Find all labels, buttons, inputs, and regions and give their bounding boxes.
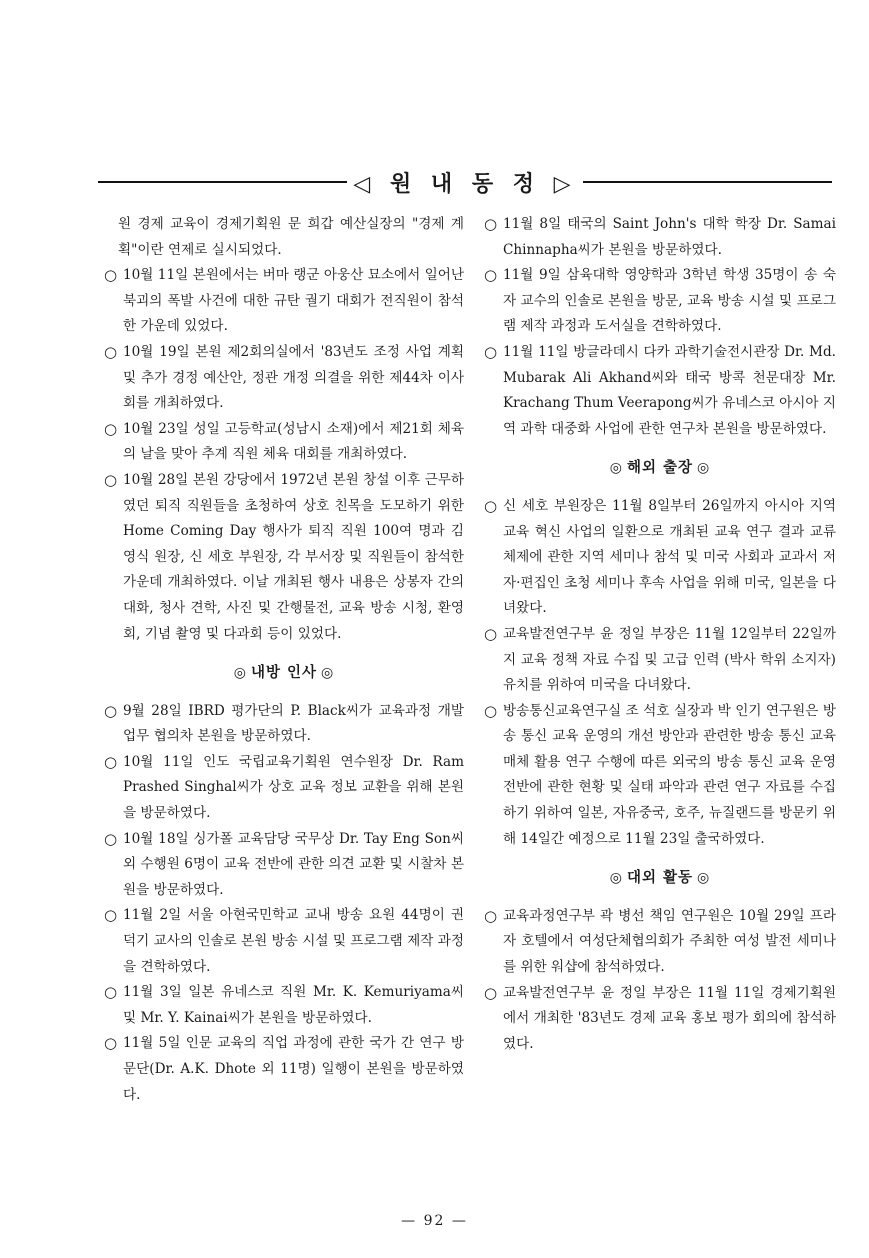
list-item-text: 11월 9일 삼육대학 영양학과 3학년 학생 35명이 송 숙자 교수의 인솔로 본원을 방문, 교육 방송 시설 및 프로그램 제작 과정과 도서실을 견학하였다. bbox=[503, 267, 836, 335]
list-item-text: 10월 28일 본원 강당에서 1972년 본원 창설 이후 근무하였던 퇴직 직원들을 초청하여 상호 친목을 도모하기 위한 Home Coming Day 행사가 퇴직 직원 100여 명과 김 영식 원장, 신 세호 부원장, 각 부서장 및 직원들이 참석한 가운데 개최하였다. 이날 개최된 행사 내용은 상봉자 간의 대화, 청사 견학, 사진 및 간행물전, 교육 방송 시청, 환영회, 기념 촬영 및 다과회 등이 있었다. bbox=[123, 471, 464, 642]
circle-bullet-icon: ○ bbox=[484, 906, 498, 925]
list-item bbox=[484, 340, 836, 442]
page-title-text: 원 내 동 정 bbox=[390, 170, 540, 197]
list-item bbox=[104, 980, 464, 1031]
header-rule-right bbox=[583, 181, 832, 183]
list-item-text: 10월 18일 싱가폴 교육담당 국무상 Dr. Tay Eng Son씨 외 수행원 6명이 교육 전반에 관한 의견 교환 및 시찰차 본원을 방문하였다. bbox=[123, 830, 464, 898]
left-list-2 bbox=[104, 699, 464, 1109]
list-item bbox=[484, 212, 836, 263]
circle-bullet-icon: ○ bbox=[104, 342, 118, 361]
right-triangle-icon: ▷ bbox=[553, 170, 577, 197]
list-item bbox=[104, 827, 464, 904]
list-item-text: 10월 11일 인도 국립교육기획원 연수원장 Dr. Ram Prashed Singhal씨가 상호 교육 정보 교환을 위해 본원을 방문하였다. bbox=[123, 753, 464, 822]
double-circle-icon: ◎ bbox=[697, 460, 711, 477]
header-rule-left bbox=[98, 181, 347, 183]
list-item-text: 교육발전연구부 윤 정일 부장은 11월 12일부터 22일까지 교육 정책 자료 수집 및 고급 인력 (박사 학위 소지자) 유치를 위하여 미국을 다녀왔다. bbox=[503, 625, 836, 694]
section-heading-external-activities: ◎ 대외 활동 ◎ bbox=[609, 870, 711, 887]
circle-bullet-icon: ○ bbox=[484, 496, 498, 515]
list-item-text: 10월 19일 본원 제2회의실에서 '83년도 조정 사업 계획 및 추가 경정 예산안, 정관 개정 의결을 위한 제44차 이사회를 개최하였다. bbox=[123, 343, 464, 412]
circle-bullet-icon: ○ bbox=[484, 342, 498, 361]
section-heading-overseas-trips: ◎ 해외 출장 ◎ bbox=[609, 460, 711, 477]
double-circle-icon: ◎ bbox=[321, 665, 335, 682]
list-item-text: 9월 28일 IBRD 평가단의 P. Black씨가 교육과정 개발 업무 협의차 본원을 방문하였다. bbox=[123, 702, 464, 745]
list-item bbox=[104, 750, 464, 827]
right-list-2 bbox=[484, 494, 836, 852]
double-circle-icon: ◎ bbox=[233, 665, 247, 682]
list-item-text: 11월 8일 태국의 Saint John's 대학 학장 Dr. Samai Chinnapha씨가 본원을 방문하였다. bbox=[503, 216, 836, 258]
circle-bullet-icon: ○ bbox=[484, 983, 498, 1002]
list-item bbox=[104, 468, 464, 647]
list-item bbox=[484, 981, 836, 1058]
list-item-text: 11월 2일 서울 아현국민학교 교내 방송 요원 44명이 권 덕기 교사의 인솔로 본원 방송 시설 및 프로그램 제작 과정을 견학하였다. bbox=[123, 907, 464, 975]
list-item-text: 10월 11일 본원에서는 버마 랭군 아웅산 묘소에서 일어난 북괴의 폭발 사건에 대한 규탄 궐기 대회가 전직원이 참석한 가운데 있었다. bbox=[123, 267, 464, 335]
list-item bbox=[104, 903, 464, 980]
list-item-text: 교육과정연구부 곽 병선 책임 연구원은 10월 29일 프라자 호텔에서 여성단체협의회가 주최한 여성 발전 세미나를 위한 워샵에 참석하였다. bbox=[503, 907, 836, 976]
circle-bullet-icon: ○ bbox=[484, 215, 498, 233]
circle-bullet-icon: ○ bbox=[104, 419, 118, 438]
list-item bbox=[484, 699, 836, 853]
list-item bbox=[104, 699, 464, 750]
circle-bullet-icon: ○ bbox=[104, 1034, 118, 1053]
left-list-1 bbox=[104, 263, 464, 647]
double-circle-icon: ◎ bbox=[609, 870, 623, 887]
list-item-text: 11월 5일 인문 교육의 직업 과정에 관한 국가 간 연구 방문단(Dr. A.K. Dhote 외 11명) 일행이 본원을 방문하였다. bbox=[123, 1035, 464, 1103]
circle-bullet-icon: ○ bbox=[104, 266, 118, 285]
list-item bbox=[104, 1031, 464, 1108]
list-item bbox=[484, 622, 836, 699]
list-item bbox=[484, 263, 836, 340]
page-title bbox=[347, 167, 582, 198]
section-heading-visitors: ◎ 내방 인사 ◎ bbox=[233, 665, 335, 682]
double-circle-icon: ◎ bbox=[609, 460, 623, 477]
list-item-text: 교육발전연구부 윤 정일 부장은 11월 11일 경제기획원에서 개최한 '83년도 경제 교육 홍보 평가 회의에 참석하였다. bbox=[503, 984, 836, 1052]
list-item bbox=[104, 417, 464, 468]
circle-bullet-icon: ○ bbox=[104, 829, 118, 848]
right-column bbox=[484, 212, 836, 1057]
circle-bullet-icon: ○ bbox=[104, 906, 118, 925]
list-item-text: 10월 23일 성일 고등학교(성남시 소재)에서 제21회 체육의 날을 맞아 추계 직원 체육 대회를 개최하였다. bbox=[123, 420, 464, 463]
double-circle-icon: ◎ bbox=[697, 870, 711, 887]
circle-bullet-icon: ○ bbox=[484, 701, 498, 720]
continuation-paragraph: 원 경제 교육이 경제기획원 문 희갑 예산실장의 "경제 계획"이란 연제로 실시되었다. bbox=[118, 216, 464, 258]
circle-bullet-icon: ○ bbox=[104, 701, 118, 720]
list-item-text: 11월 11일 방글라데시 다카 과학기술전시관장 Dr. Md. Mubarak Ali Akhand씨와 태국 방콕 천문대장 Mr. Krachang Thum Veerapong씨가 유네스코 아시아 지역 과학 대중화 사업에 관한 연구차 본원을 방문하였다. bbox=[503, 343, 836, 437]
list-item bbox=[104, 340, 464, 417]
list-item-text: 신 세호 부원장은 11월 8일부터 26일까지 아시아 지역 교육 혁신 사업의 일환으로 개최된 교육 연구 결과 교류 체제에 관한 지역 세미나 참석 및 미국 사회과 교과서 저자·편집인 초청 세미나 후속 사업을 위해 미국, 일본을 다녀왔다. bbox=[503, 497, 836, 617]
left-column bbox=[104, 212, 464, 1108]
circle-bullet-icon: ○ bbox=[484, 266, 498, 285]
list-item bbox=[104, 263, 464, 340]
right-list-1 bbox=[484, 212, 836, 442]
list-item-text: 방송통신교육연구실 조 석호 실장과 박 인기 연구원은 방송 통신 교육 운영의 개선 방안과 관련한 방송 통신 교육 매체 활용 연구 수행에 따른 외국의 방송 통신 교육 운영 전반에 관한 현황 및 실태 파악과 관련 연구 자료를 수집하기 위하여 일본, 자유중국, 호주, 뉴질랜드를 방문키 위해 14일간 예정으로 11월 23일 출국하였다. bbox=[503, 702, 836, 847]
left-triangle-icon: ◁ bbox=[353, 170, 377, 197]
circle-bullet-icon: ○ bbox=[104, 983, 118, 1002]
circle-bullet-icon: ○ bbox=[484, 624, 498, 643]
list-item-text: 11월 3일 일본 유네스코 직원 Mr. K. Kemuriyama씨 및 Mr. Y. Kainai씨가 본원을 방문하였다. bbox=[123, 984, 464, 1026]
list-item bbox=[484, 494, 836, 622]
circle-bullet-icon: ○ bbox=[104, 470, 118, 489]
page-number: — 92 — bbox=[401, 1213, 468, 1229]
list-item bbox=[484, 904, 836, 981]
circle-bullet-icon: ○ bbox=[104, 752, 118, 771]
section-header bbox=[98, 162, 832, 202]
right-list-3 bbox=[484, 904, 836, 1058]
